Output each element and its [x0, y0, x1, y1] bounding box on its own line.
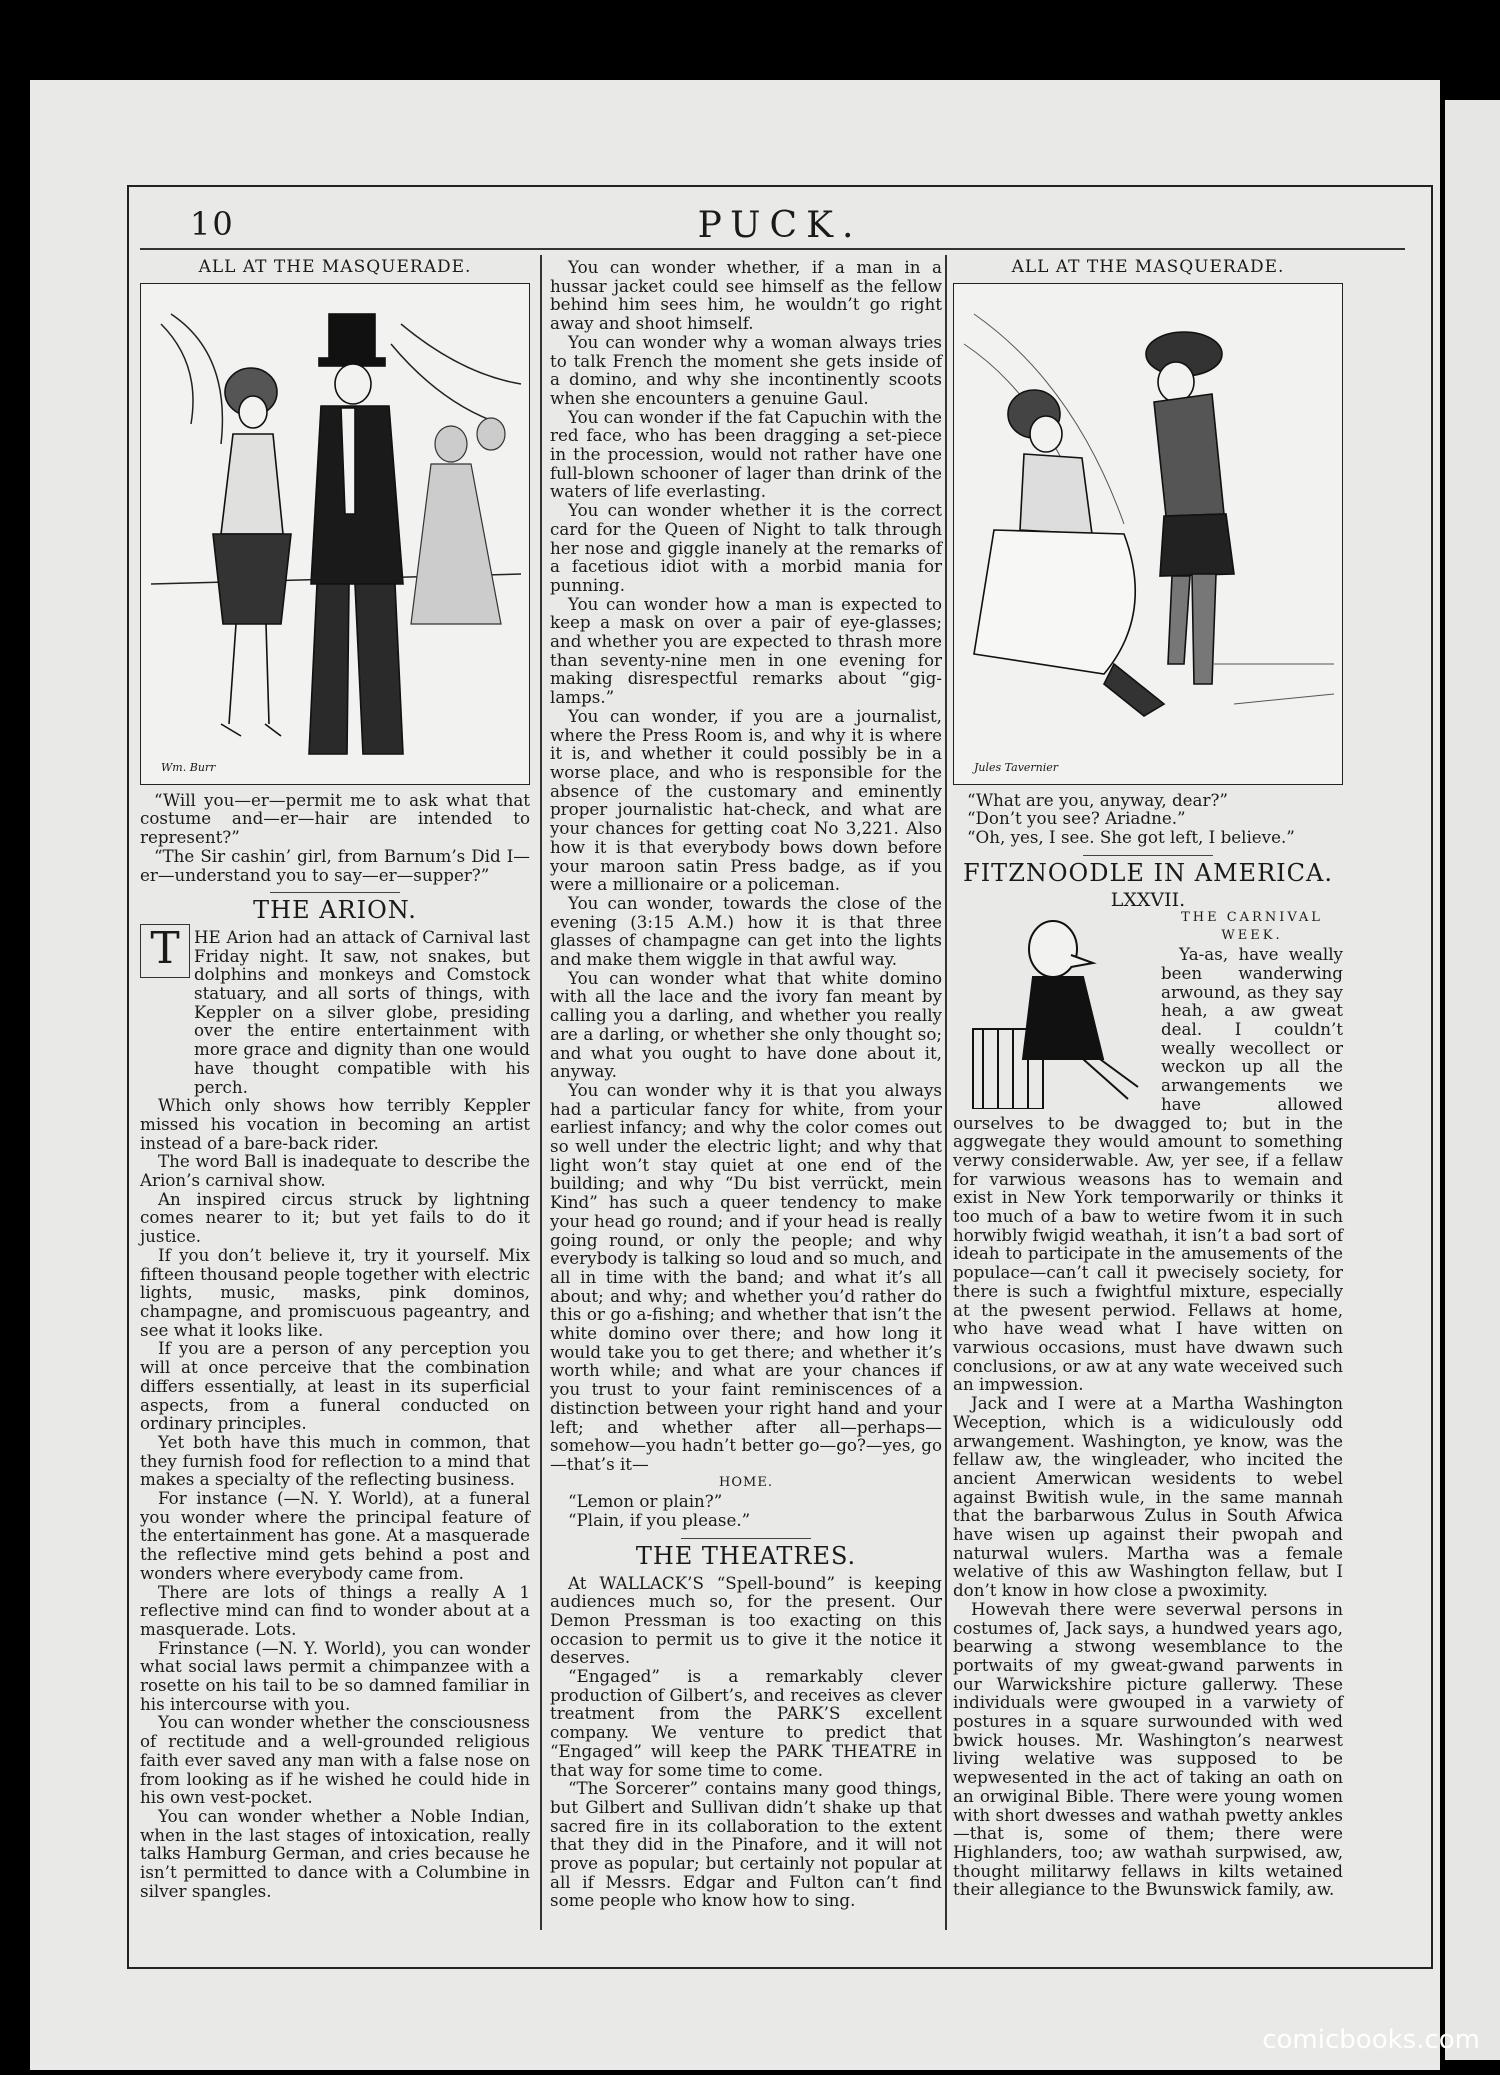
dialogue-line: “Don’t you see? Ariadne.”: [967, 808, 1186, 829]
section-divider: [1083, 855, 1213, 856]
lemon-line: “Lemon or plain?”: [568, 1491, 723, 1512]
wonder-paragraph: You can wonder if the fat Capuchin with the red face, who has been dragging a set-piece in the procession, would not rather have one full-blown schooner of lager than drink of the waters of life everlasting.: [550, 406, 942, 502]
theatres-heading: THE THEATRES.: [635, 1541, 857, 1570]
column-rule: [945, 255, 947, 1930]
section-divider: [270, 892, 400, 893]
theatre-paragraph: “The Sorcerer” contains many good things, but Gilbert and Sullivan didn’t shake up that sacred fire in its collaboration to the extent that they did in the Pinafore, and it will not prove as popular; but certainly not popular at all if Messrs. Edgar and Fulton can’t find some people who know how to sing.: [550, 1778, 942, 1911]
header-rule: [140, 248, 1405, 250]
illustration-title: ALL AT THE MASQUERADE.: [198, 257, 472, 277]
arion-paragraph: Frinstance (—N. Y. World), you can wonder what social laws permit a chimpanzee with a rosette on his tail to be so damned familiar in his intercourse with you.: [140, 1637, 530, 1714]
fitznoodle-heading: FITZNOODLE IN AMERICA.: [963, 858, 1333, 887]
section-divider: [681, 1538, 811, 1539]
fitznoodle-number: LXXVII.: [1110, 888, 1186, 911]
arion-paragraph: For instance (—N. Y. World), at a funeral you wonder where the principal feature of the entertainment has gone. At a masquerade the reflective mind gets behind a post and wonders where everybody came from.: [140, 1488, 530, 1583]
wonder-paragraph: You can wonder why a woman always tries to talk French the moment she gets inside of a domino, and why she incontinently scoots when she encounters a genuine Gaul.: [550, 331, 942, 408]
dialogue-line: “Oh, yes, I see. She got left, I believe.”: [967, 827, 1295, 848]
wonder-paragraph: You can wonder whether it is the correct card for the Queen of Night to talk through her nose and giggle inanely at the remarks of a facetious idiot with a morbid mania for punning.: [550, 500, 942, 595]
arion-paragraph: There are lots of things a really A 1 reflective mind can find to wonder about at a masquerade. Lots.: [140, 1581, 530, 1639]
arion-paragraph: You can wonder whether the consciousness of rectitude and a well-grounded religious faith ever saved any man with a false nose on from looking as if he wished he could hide in his own vest-pocket.: [140, 1712, 530, 1808]
arion-heading: THE ARION.: [253, 896, 417, 925]
home-signoff: HOME.: [719, 1474, 773, 1490]
fitznoodle-drawing: [953, 909, 1153, 1109]
illustration-dialogue: [140, 791, 530, 885]
arion-first-paragraph: [140, 922, 530, 1097]
facing-page-edge: [1445, 100, 1500, 2060]
drop-cap: T: [140, 924, 190, 978]
wonder-paragraph: You can wonder how a man is expected to keep a mask on over a pair of eye-glasses; and whether you are expected to thrash more than seventy-nine men in one evening for making disrespectful remarks about “gig-lamps.”: [550, 593, 942, 708]
arion-paragraph: An inspired circus struck by lightning comes nearer to it; but yet fails to do it justice.: [140, 1188, 530, 1247]
theatre-paragraph: At WALLACK’S “Spell-bound” is keeping audiences much so, for the present. Our Demon Pressman is too exacting on this occasion to permit us to give it the notice it deserves.: [550, 1572, 942, 1668]
column-left: [140, 258, 530, 1900]
wonder-paragraph: You can wonder why it is that you always had a particular fancy for white, from your earliest infancy; and why the color comes out so well under the electric light; and why that light won’t stay quiet at one end of the building; and why “Du bist verrückt, mein Kind” has such a queer tendency to make your head go round; and if your head is really going round, or only the people; and why everybody is talking so loud and so much, and all in time with the band; and what it’s all about; and why; and whether you’d rather do this or go a-fishing; and whether that isn’t the white domino over there; and how long it would take you to get there; and whether it’s worth while; and what are your chances if you trust to your faint reminiscences of a distinction between your right hand and your left; and whether after all—perhaps—somehow—you hadn’t better go—go?—yes, go—that’s it—: [550, 1079, 942, 1474]
wonder-paragraph: You can wonder what that white domino with all the lace and the ivory fan meant by calling you a darling, and whether you really are a darling, or whether she only thought so; and what you ought to have done about it, anyway.: [550, 967, 942, 1082]
masquerade-couple-drawing: [141, 284, 529, 782]
fitznoodle-portrait: [953, 909, 1153, 1109]
dialogue-line: “The Sir cashin’ girl, from Barnum’s Did I—er—understand you to say—er—supper?”: [140, 845, 530, 885]
watermark: comicbooks.com: [1262, 2025, 1480, 2055]
theatre-paragraph: “Engaged” is a remarkably clever production of Gilbert’s, and receives as clever treatment from the PARK’S excellent company. We venture to predict that “Engaged” will keep the PARK THEATRE in that way for some time to come.: [550, 1666, 942, 1780]
arion-paragraph: Which only shows how terribly Keppler missed his vocation in becoming an artist instead of a bare-back rider.: [140, 1095, 530, 1153]
dialogue-line: “What are you, anyway, dear?”: [967, 789, 1228, 810]
masquerade-illustration: [140, 283, 530, 785]
dialogue-line: “Will you—er—permit me to ask what that costume and—er—hair are intended to represent?”: [140, 789, 530, 848]
arion-paragraph: Yet both have this much in common, that they furnish food for reflection to a mind that makes a specialty of the reflecting business.: [140, 1431, 530, 1490]
illustration-signature: Jules Tavernier: [974, 761, 1059, 774]
column-middle: [550, 258, 942, 1910]
arion-paragraph: If you are a person of any perception you will at once perceive that the combination differs essentially, at least in its superficial aspects, from a funeral conducted on ordinary principles.: [140, 1338, 530, 1434]
lemon-line: “Plain, if you please.”: [568, 1510, 751, 1531]
illustration-signature: Wm. Burr: [161, 761, 216, 774]
fitznoodle-paragraph: Howevah there were severwal persons in costumes of, Jack says, a hundwed years ago, bearwing a stwong wesemblance to the portwaits of my gweat-gwand parwents in our Warwickshire picture gallerwy. These individuals were gwouped in a varwiety of postures in a square surwounded with wed bwick houses. Mr. Washington’s nearwest living welative was supposed to be wepwesented in the act of taking an oath on an orwiginal Bible. There were young women with short dwesses and wathah pwetty ankles—that is, some of them; there were Highlanders, too; aw wathah surpwised, aw, thought militarwy fellaws in kilts wetained their allegiance to the Bwunswick family, aw.: [953, 1598, 1343, 1900]
ariadne-drawing: [954, 284, 1342, 782]
arion-paragraph: You can wonder whether a Noble Indian, when in the last stages of intoxication, really talks Hamburg German, and cries because he isn’t permitted to dance with a Columbine in silver spangles.: [140, 1805, 530, 1901]
arion-paragraph: If you don’t believe it, try it yourself. Mix fifteen thousand people together with electric lights, music, masks, pink dominos, champagne, and promiscuous pageantry, and see what it looks like.: [140, 1244, 530, 1340]
illustration-dialogue: [953, 791, 1343, 847]
column-rule: [540, 255, 542, 1930]
fitznoodle-paragraph: Jack and I were at a Martha Washington Weception, which is a widiculously odd arwangement. Washington, ye know, was the fellaw aw, the wingleader, who incited the ancient Amerwican wesidents to webel against Bwitish wule, in the same mannah that the barbarwous Zulus in South Afwica have wisen up against their pwopah and naturwal wulers. Martha was a female welative of this aw Washington fellaw, but I don’t know in how close a pwoximity.: [953, 1393, 1343, 1601]
ariadne-illustration: [953, 283, 1343, 785]
wonder-paragraph: You can wonder whether, if a man in a hussar jacket could see himself as the fellow behind him sees him, he wouldn’t go right away and shoot himself.: [550, 257, 942, 334]
column-right: [953, 258, 1343, 1899]
fitznoodle-body: [953, 909, 1343, 1899]
wonder-paragraph: You can wonder, if you are a journalist, where the Press Room is, and why it is where it is, and whether it could possibly be in a worse place, and who is responsible for the absence of the customary and eminently proper journalistic hat-check, and what are your chances for getting coat No 3,221. Also how it is that everybody bows down before your maroon satin Press badge, as if you were a millionaire or a policeman.: [550, 705, 942, 895]
wonder-paragraph: You can wonder, towards the close of the evening (3:15 A.M.) how it is that three glasses of champagne can get into the lights and make them wiggle in that awful way.: [550, 892, 942, 970]
page-number: 10: [190, 205, 235, 243]
masthead: PUCK.: [697, 205, 863, 246]
illustration-title: ALL AT THE MASQUERADE.: [1011, 257, 1285, 277]
fitznoodle-paragraph: Ya-as, have weally been wanderwing arwound, as they say heah, a aw gweat deal. I couldn’t weally wecollect or weckon up all the arwangements we have allowed ourselves to be dwagged to; but in the aggwegate they would amount to something verwy considerwable. Aw, yer see, if a fellaw for varwious weasons has to wemain and exist in New York temporwarily or thinks it too much of a baw to wetire fwom it in such horwibly fwigid weathah, it isn’t a bad sort of ideah to participate in the amusements of the populace—can’t call it pwecisely society, for there is such a fwightful mixture, especially at the pwesent perwiod. Fellaws at home, who have wead what I have witten on varwious occasions, must have dwawn such conclusions, or aw at any wate weceived such an impwession.: [953, 944, 1343, 1395]
page-header: [150, 205, 1410, 250]
arion-lead-text: HE Arion had an attack of Carnival last Friday night. It saw, not snakes, but dolphins and monkeys and Comstock statuary, and all sorts of things, with Keppler on a silver globe, presiding over the entire entertainment with more grace and dignity than one would have thought compatible with his perch.: [194, 926, 530, 1097]
arion-paragraph: The word Ball is inadequate to describe the Arion’s carnival show.: [140, 1151, 530, 1191]
carnival-week-heading: THE CARNIVAL WEEK.: [1181, 910, 1323, 944]
